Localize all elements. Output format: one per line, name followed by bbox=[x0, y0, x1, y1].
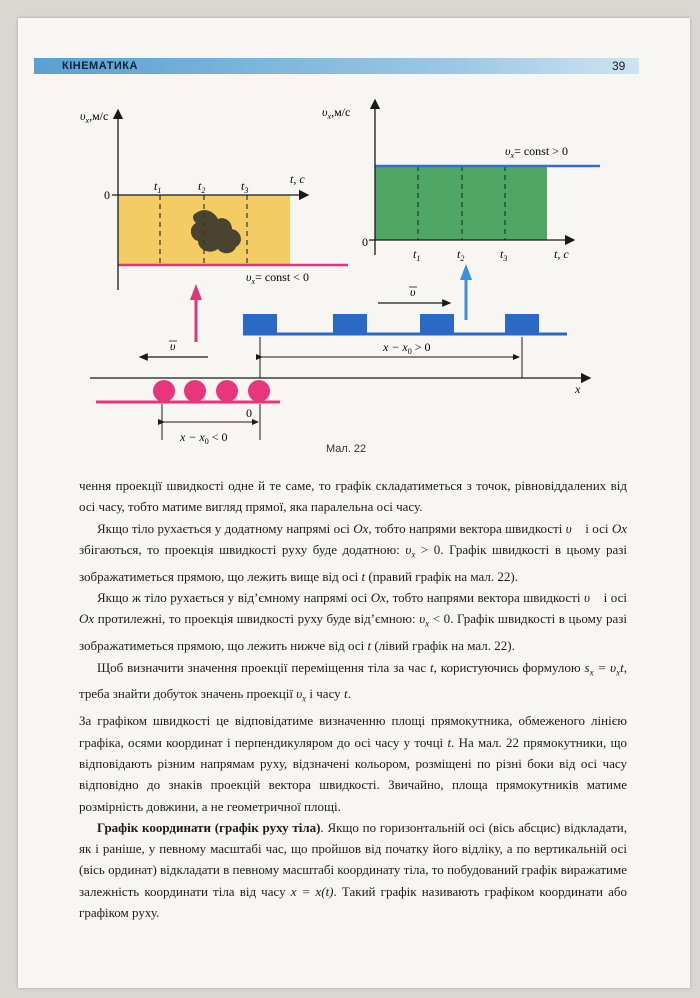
blue-block-3 bbox=[420, 314, 454, 335]
right-tick-1: $t_1$ bbox=[413, 247, 421, 263]
body-text bbox=[79, 475, 627, 923]
right-y-label: $\upsilon_x,м/с$ bbox=[322, 105, 351, 121]
paragraph-6: Графік координати (графік руху тіла). Якщо по горизонтальній осі (вісь абсцис) відкладати, як і раніше, у певному масштабі час, що пройшов від початку його відліку, а по вертикальній осі (вісь ординат) відкладати в певному масштабі координату тіла, то побудований графік виражатиме залежність координати тіла від часу x = x(t). Такий графік називають графіком координати або графіком руху. bbox=[79, 819, 627, 921]
paragraph-4: Щоб визначити значення проекції переміщення тіла за час t, користуючись формулою $s_x = \upsilon_xt$, треба знайти добуток значень проекції $\upsilon_x$ і часу t. bbox=[79, 659, 627, 705]
pos-disp-label: $x - x_0 > 0$ bbox=[383, 340, 431, 356]
neg-disp-label: $x - x_0 < 0$ bbox=[180, 430, 228, 446]
paragraph-3: Якщо ж тіло рухається у від’ємному напрямі осі Ox, тобто напрями вектора швидкості υ⃗ і осі Ox протилежні, то проекція швидкості руху буде від’ємною: $\upsilon_x < 0$. Графік швидкості в цьому разі зображатиметься прямою, що лежить нижче від осі t (лівий графік на мал. 22). bbox=[79, 590, 627, 654]
pink-up-arrow-head bbox=[190, 284, 202, 300]
paragraph-1: чення проекції швидкості одне й те саме, то графік складатиметься з точок, рівновіддалених від осі часу, тобто матиме вигляд прямої, яка паралельна осі часу. bbox=[79, 478, 627, 515]
left-tick-3: $t_3$ bbox=[241, 179, 249, 195]
blue-block-2 bbox=[333, 314, 367, 335]
page-number: 39 bbox=[612, 59, 626, 73]
pink-ball-1 bbox=[153, 380, 175, 402]
chapter-title: КІНЕМАТИКА bbox=[62, 60, 138, 72]
right-velocity-graph bbox=[322, 100, 600, 263]
right-area-rect bbox=[375, 166, 547, 240]
right-origin: 0 bbox=[362, 235, 368, 249]
blue-block-4 bbox=[505, 314, 539, 335]
right-t-label: t, с bbox=[554, 247, 569, 261]
left-t-label: t, с bbox=[290, 172, 305, 186]
blue-up-arrow-head bbox=[460, 264, 472, 280]
x-axis-label: x bbox=[575, 382, 581, 396]
right-motion-v: υ bbox=[410, 285, 416, 299]
motion-diagram bbox=[90, 285, 590, 446]
left-y-label: $\upsilon_x,м/с$ bbox=[80, 109, 109, 125]
left-origin: 0 bbox=[104, 188, 110, 202]
figure-caption: Мал. 22 bbox=[326, 443, 367, 455]
right-tick-3: $t_3$ bbox=[500, 247, 508, 263]
blue-block-1 bbox=[243, 314, 277, 335]
pink-ball-3 bbox=[216, 380, 238, 402]
pink-ball-2 bbox=[184, 380, 206, 402]
left-tick-2: $t_2$ bbox=[198, 179, 206, 195]
right-tick-2: $t_2$ bbox=[457, 247, 465, 263]
right-line-label: $\upsilon_x=$ const > 0 bbox=[505, 144, 568, 160]
left-velocity-graph bbox=[80, 109, 348, 290]
pink-ball-4 bbox=[248, 380, 270, 402]
origin-zero: 0 bbox=[246, 406, 252, 420]
left-motion-v: υ bbox=[170, 339, 176, 353]
left-line-label: $\upsilon_x=$ const < 0 bbox=[246, 270, 309, 286]
left-tick-1: $t_1$ bbox=[154, 179, 162, 195]
paragraph-2: Якщо тіло рухається у додатному напрямі осі Ox, тобто напрями вектора швидкості υ⃗ і осі Ox збігаються, то проекція швидкості руху буде додатною: $\upsilon_x > 0$. Графік швидкості в цьому разі зображатиметься прямою, що лежить вище від осі t (правий графік на мал. 22). bbox=[79, 520, 627, 584]
paragraph-5: За графіком швидкості це відповідатиме визначенню площі прямокутника, обмеженого лінією графіка, осями координат і перпендикуляром до осі часу у точці t. На мал. 22 прямокутники, що відповідають різним напрямам руху, відзначені кольором, розміщені по різні боки від осі часу відповідно до знаків проекцій вектора швидкості. Звичайно, площа прямокутників матиме розмірність довжини, а не геометричної площі. bbox=[79, 713, 627, 814]
